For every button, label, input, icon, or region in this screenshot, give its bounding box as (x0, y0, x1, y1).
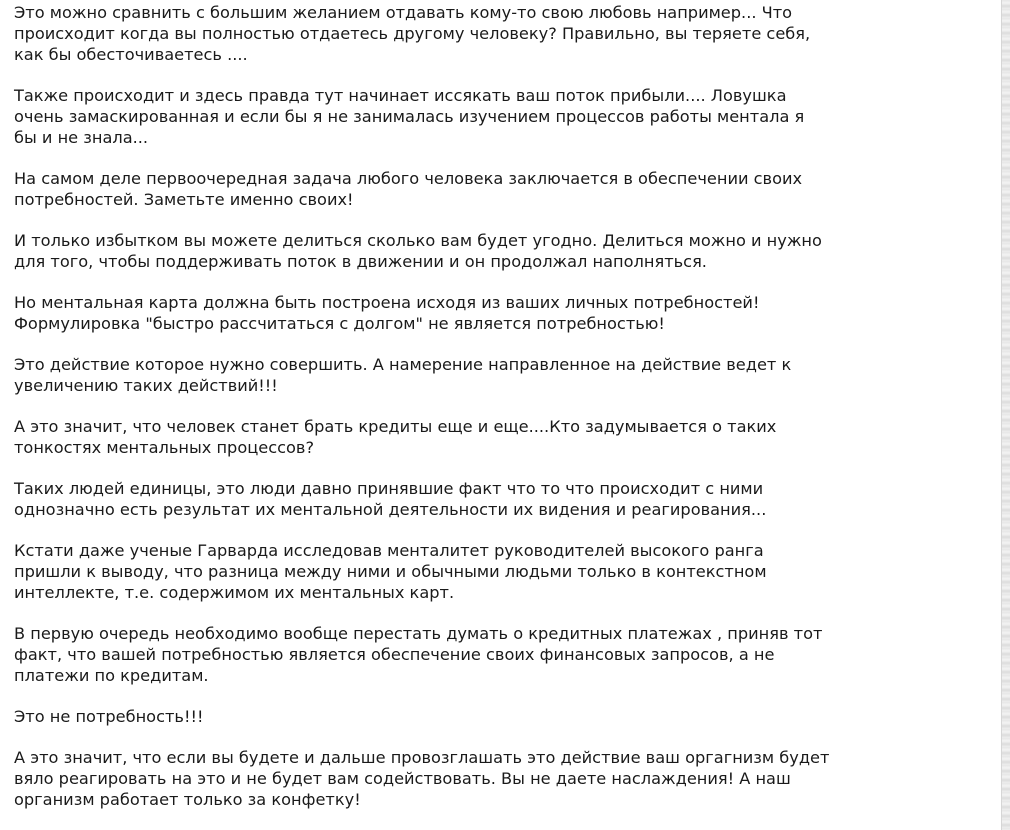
paragraph-12 (14, 747, 974, 810)
paragraph-line: Это действие которое нужно совершить. А намерение направленное на действие ведет к (14, 355, 792, 374)
paragraph-line: происходит когда вы полностью отдаетесь другому человеку? Правильно, вы теряете себя, (14, 24, 811, 43)
paragraph-2 (14, 85, 974, 148)
paragraph-line: Формулировка "быстро рассчитаться с долгом" не является потребностью! (14, 314, 665, 333)
article-body (14, 0, 974, 830)
paragraph-10 (14, 623, 974, 686)
paragraph-5 (14, 292, 974, 334)
paragraph-line: факт, что вашей потребностью является обеспечение своих финансовых запросов, а не (14, 645, 775, 664)
paragraph-line: И только избытком вы можете делиться сколько вам будет угодно. Делиться можно и нужно (14, 231, 822, 250)
paragraph-9 (14, 540, 974, 603)
paragraph-6 (14, 354, 974, 396)
paragraph-line: Кстати даже ученые Гарварда исследовав менталитет руководителей высокого ранга (14, 541, 764, 560)
paragraph-line: вяло реагировать на это и не будет вам содействовать. Вы не даете наслаждения! А наш (14, 769, 791, 788)
paragraph-3 (14, 168, 974, 210)
paragraph-8 (14, 478, 974, 520)
paragraph-line: В первую очередь необходимо вообще перестать думать о кредитных платежах , приняв тот (14, 624, 823, 643)
paragraph-line: интеллекте, т.е. содержимом их ментальных карт. (14, 583, 455, 602)
paragraph-7 (14, 416, 974, 458)
paragraph-line: организм работает только за конфетку! (14, 790, 361, 809)
paragraph-line: для того, чтобы поддерживать поток в движении и он продолжал наполняться. (14, 252, 707, 271)
paragraph-1 (14, 2, 974, 65)
paragraph-line: Это не потребность!!! (14, 707, 204, 726)
paragraph-line: А это значит, что человек станет брать кредиты еще и еще....Кто задумывается о таких (14, 417, 777, 436)
paragraph-line: бы и не знала... (14, 128, 149, 147)
paragraph-4 (14, 230, 974, 272)
paragraph-line: Также происходит и здесь правда тут начинает иссякать ваш поток прибыли.... Ловушка (14, 86, 787, 105)
paragraph-line: тонкостях ментальных процессов? (14, 438, 315, 457)
paragraph-line: как бы обесточиваетесь .... (14, 45, 248, 64)
paragraph-line: потребностей. Заметьте именно своих! (14, 190, 354, 209)
paragraph-line: На самом деле первоочередная задача любого человека заключается в обеспечении своих (14, 169, 803, 188)
page-background-edge (1001, 0, 1010, 830)
paragraph-line: увеличению таких действий!!! (14, 376, 278, 395)
paragraph-line: очень замаскированная и если бы я не занималась изучением процессов работы ментала я (14, 107, 805, 126)
paragraph-11 (14, 706, 974, 727)
paragraph-line: однозначно есть результат их ментальной деятельности их видения и реагирования... (14, 500, 767, 519)
paragraph-line: Таких людей единицы, это люди давно принявшие факт что то что происходит с ними (14, 479, 764, 498)
paragraph-line: Но ментальная карта должна быть построена исходя из ваших личных потребностей! (14, 293, 760, 312)
paragraph-line: Это можно сравнить с большим желанием отдавать кому-то свою любовь например... Что (14, 3, 793, 22)
paragraph-line: платежи по кредитам. (14, 666, 209, 685)
paragraph-line: А это значит, что если вы будете и дальше провозглашать это действие ваш оргагнизм будет (14, 748, 830, 767)
paragraph-line: пришли к выводу, что разница между ними и обычными людьми только в контекстном (14, 562, 767, 581)
